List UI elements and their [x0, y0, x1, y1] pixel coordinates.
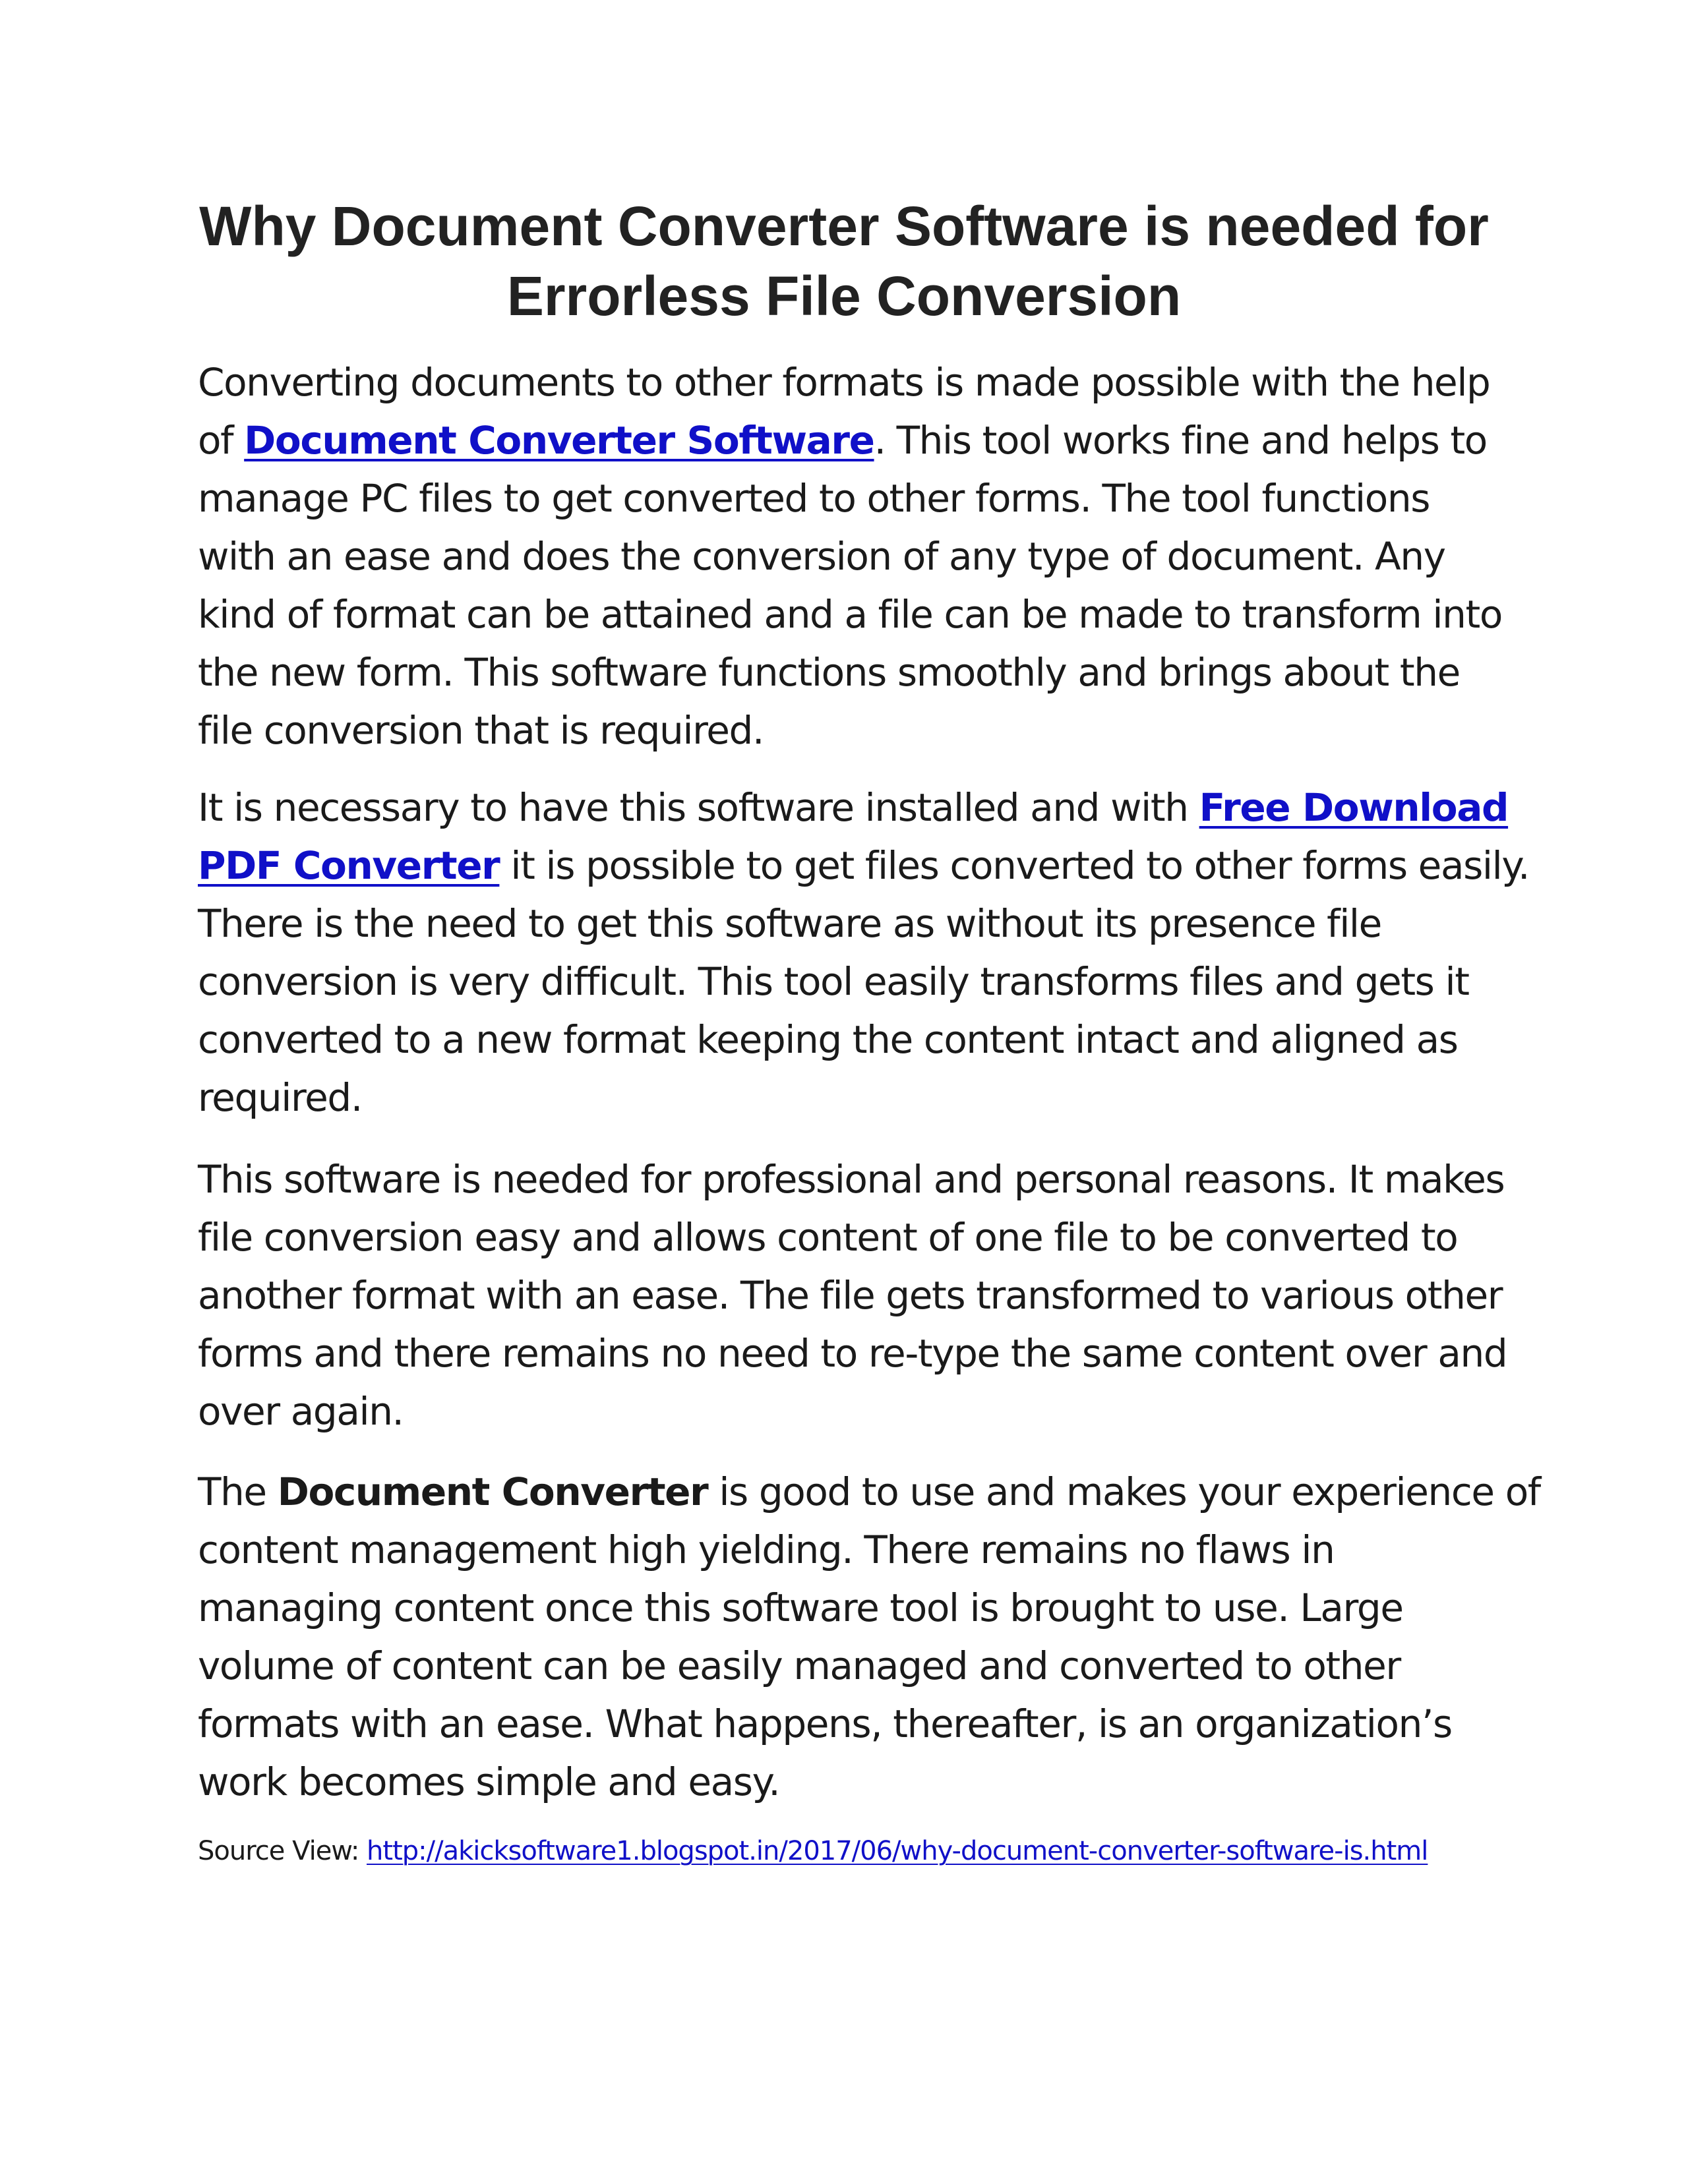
paragraph-line: the new form. This software functions smoothly and brings about the [198, 650, 1460, 695]
paragraph-line: file conversion easy and allows content of one file to be converted to [198, 1215, 1458, 1260]
paragraph-line: volume of content can be easily managed and converted to other [198, 1643, 1401, 1688]
paragraph-line: There is the need to get this software as without its presence file [198, 901, 1381, 946]
paragraph-line [198, 1463, 1540, 1521]
paragraph-line: required. [198, 1075, 362, 1120]
paragraph-line: kind of format can be attained and a file can be made to transform into [198, 592, 1502, 637]
text-fragment: It is necessary to have this software installed and with [198, 785, 1199, 830]
text-fragment: is good to use and makes your experience of [708, 1469, 1540, 1514]
source-line [198, 1833, 1517, 1870]
pdf-converter-link-part-2[interactable]: PDF Converter [198, 843, 500, 888]
paragraph-line [198, 411, 1510, 469]
source-label: Source View: [198, 1836, 367, 1866]
title-line-1: Why Document Converter Software is needed for [199, 195, 1489, 257]
text-fragment: of [198, 418, 245, 463]
source-url-link[interactable]: http://akicksoftware1.blogspot.in/2017/06/why-document-converter-software-is.html [367, 1836, 1428, 1866]
paragraph-line: Converting documents to other formats is made possible with the help [198, 360, 1490, 405]
paragraph-line: content management high yielding. There remains no flaws in [198, 1527, 1335, 1572]
free-download-link-part-1[interactable]: Free Download [1199, 785, 1509, 830]
text-fragment: . This tool works fine and helps to [874, 418, 1487, 463]
paragraph-line: another format with an ease. The file gets transformed to various other [198, 1273, 1503, 1318]
document-title [165, 191, 1523, 331]
paragraph-1 [198, 353, 1510, 759]
paragraph-line: file conversion that is required. [198, 708, 764, 753]
text-fragment: The [198, 1469, 278, 1514]
paragraph-line: This software is needed for professional and personal reasons. It makes [198, 1157, 1505, 1202]
paragraph-line: managing content once this software tool is brought to use. Large [198, 1585, 1403, 1630]
paragraph-line: converted to a new format keeping the content intact and aligned as [198, 1017, 1458, 1062]
paragraph-line [198, 779, 1510, 837]
paragraph-line: with an ease and does the conversion of any type of document. Any [198, 534, 1445, 579]
title-line-2: Errorless File Conversion [506, 265, 1182, 327]
paragraph-line: forms and there remains no need to re-type the same content over and [198, 1331, 1507, 1376]
paragraph-line: over again. [198, 1389, 404, 1434]
bold-term: Document Converter [277, 1469, 708, 1514]
paragraph-2 [198, 779, 1530, 1127]
paragraph-3 [198, 1150, 1510, 1440]
document-converter-software-link[interactable]: Document Converter Software [244, 418, 874, 463]
paragraph-line: manage PC files to get converted to other forms. The tool functions [198, 476, 1430, 521]
paragraph-line: work becomes simple and easy. [198, 1759, 780, 1804]
paragraph-4 [198, 1463, 1540, 1811]
text-fragment: it is possible to get files converted to other forms easily. [499, 843, 1530, 888]
paragraph-line: conversion is very difficult. This tool easily transforms files and gets it [198, 959, 1469, 1004]
paragraph-line: formats with an ease. What happens, thereafter, is an organization’s [198, 1701, 1452, 1746]
paragraph-line [198, 837, 1530, 895]
